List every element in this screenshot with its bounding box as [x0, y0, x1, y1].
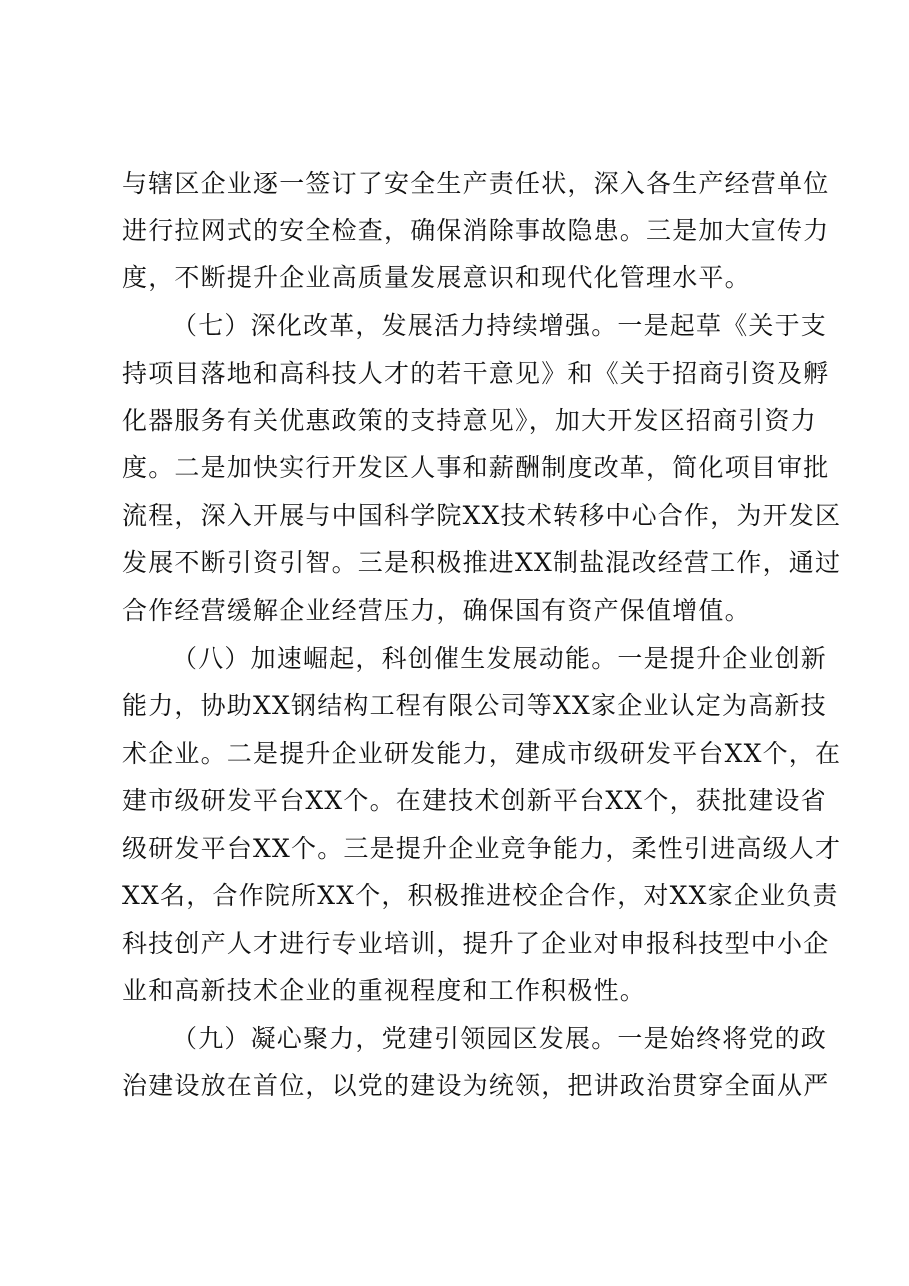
- text-line: 发展不断引资引智。三是积极推进XX制盐混改经营工作，通过: [122, 548, 842, 577]
- text-line: 化器服务有关优惠政策的支持意见》，加大开发区招商引资力: [122, 406, 817, 435]
- paragraph-heading-9: （九）凝心聚力，党建引领园区发展。一是始终将党的政: [172, 1024, 828, 1053]
- text-line: 度。二是加快实行开发区人事和薪酬制度改革，简化项目审批: [122, 453, 830, 482]
- text-line: 能力，协助XX钢结构工程有限公司等XX家企业认定为高新技: [122, 691, 827, 720]
- text-line: 科技创产人才进行专业培训，提升了企业对申报科技型中小企: [122, 929, 830, 958]
- text-line: 合作经营缓解企业经营压力，确保国有资产保值增值。: [122, 596, 751, 625]
- paragraph-heading-8: （八）加速崛起，科创催生发展动能。一是提升企业创新: [172, 644, 828, 673]
- text-line: 进行拉网式的安全检查，确保消除事故隐患。三是加大宣传力: [122, 216, 830, 245]
- paragraph-heading-7: （七）深化改革，发展活力持续增强。一是起草《关于支: [172, 311, 828, 340]
- text-line: 治建设放在首位，以党的建设为统领，把讲政治贯穿全面从严: [122, 1071, 830, 1100]
- text-line: 流程，深入开展与中国科学院XX技术转移中心合作，为开发区: [122, 501, 842, 530]
- text-line: XX名，合作院所XX个，积极推进校企合作，对XX家企业负责: [122, 881, 839, 910]
- text-line: 与辖区企业逐一签订了安全生产责任状，深入各生产经营单位: [122, 169, 830, 198]
- text-line: 持项目落地和高科技人才的若干意见》和《关于招商引资及孵: [122, 359, 830, 388]
- text-line: 级研发平台XX个。三是提升企业竞争能力，柔性引进高级人才: [122, 834, 842, 863]
- text-line: 业和高新技术企业的重视程度和工作积极性。: [122, 976, 647, 1005]
- text-line: 建市级研发平台XX个。在建技术创新平台XX个，获批建设省: [122, 786, 827, 815]
- text-line: 术企业。二是提升企业研发能力，建成市级研发平台XX个，在: [122, 739, 842, 768]
- text-line: 度，不断提升企业高质量发展意识和现代化管理水平。: [122, 263, 751, 292]
